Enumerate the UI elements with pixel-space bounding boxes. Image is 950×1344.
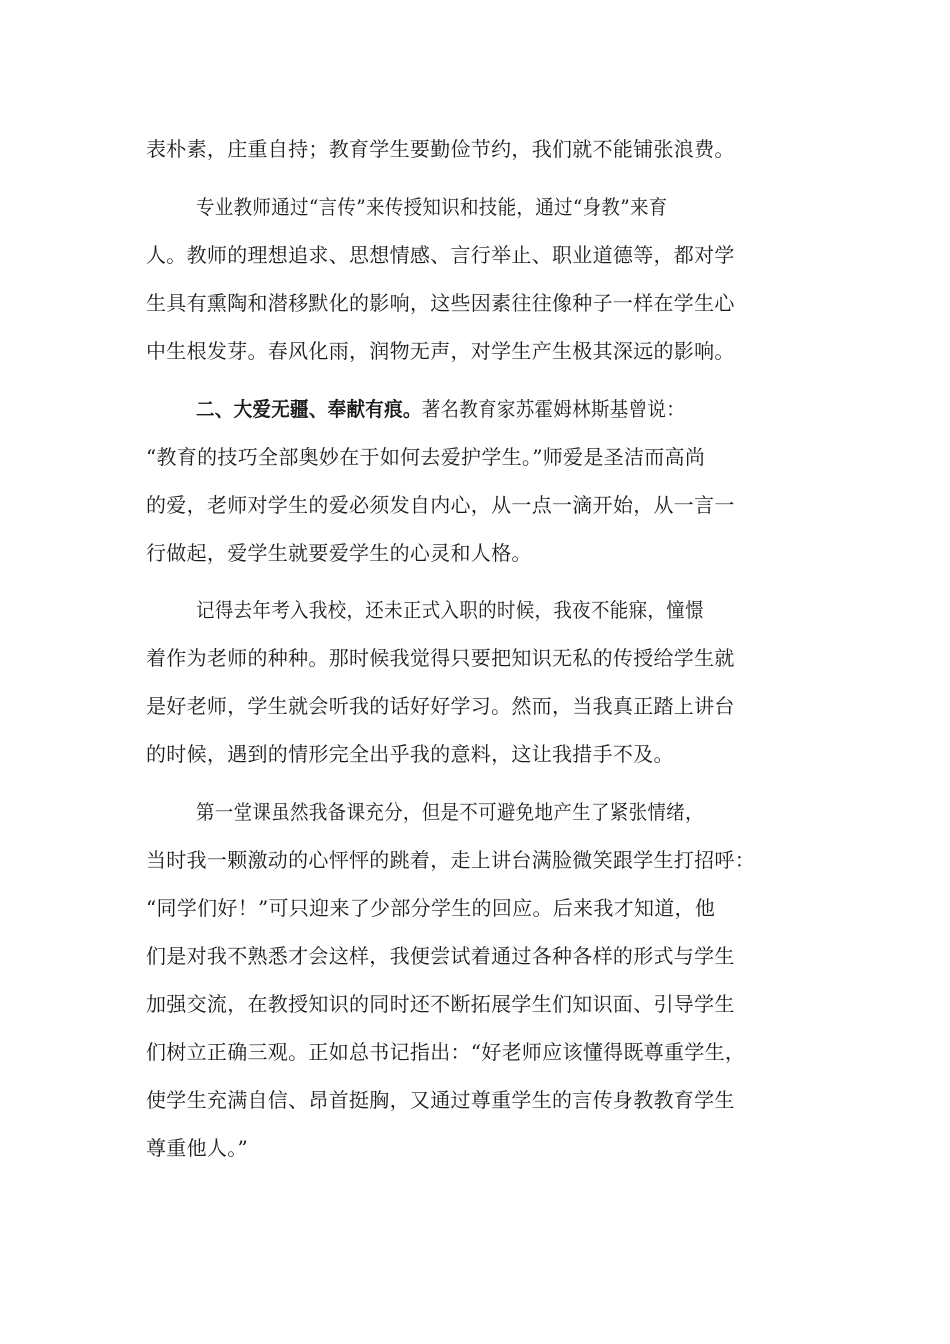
paragraph-line: 们是对我不熟悉才会这样，我便尝试着通过各种各样的形式与学生 xyxy=(146,944,735,968)
paragraph-line: “同学们好！”可只迎来了少部分学生的回应。后来我才知道，他 xyxy=(146,896,716,920)
paragraph-line: 着作为老师的种种。那时候我觉得只要把知识无私的传授给学生就 xyxy=(146,646,735,670)
paragraph-text: 著名教育家苏霍姆林斯基曾说： xyxy=(421,397,686,421)
paragraph-line: 行做起，爱学生就要爱学生的心灵和人格。 xyxy=(146,541,532,565)
paragraph-line: 是好老师，学生就会听我的话好好学习。然而，当我真正踏上讲台 xyxy=(146,694,735,718)
paragraph-line: 的爱，老师对学生的爱必须发自内心，从一点一滴开始，从一言一 xyxy=(146,493,735,517)
paragraph-line: 们树立正确三观。正如总书记指出：“好老师应该懂得既尊重学生， xyxy=(146,1040,746,1064)
paragraph-line: 表朴素，庄重自持；教育学生要勤俭节约，我们就不能铺张浪费。 xyxy=(146,137,735,161)
paragraph-line: 尊重他人。” xyxy=(146,1136,249,1160)
paragraph-line: 当时我一颗激动的心怦怦的跳着，走上讲台满脸微笑跟学生打招呼： xyxy=(146,848,755,872)
section-heading: 二、大爱无疆、奉献有痕。 xyxy=(196,397,422,421)
paragraph-line: 中生根发芽。春风化雨，润物无声，对学生产生极其深远的影响。 xyxy=(146,339,735,363)
paragraph-line: 第一堂课虽然我备课充分，但是不可避免地产生了紧张情绪， xyxy=(196,800,704,824)
paragraph-line: 人。教师的理想追求、思想情感、言行举止、职业道德等，都对学 xyxy=(146,243,735,267)
paragraph-line: “教育的技巧全部奥妙在于如何去爱护学生。”师爱是圣洁而高尚 xyxy=(146,445,706,469)
paragraph-line-with-heading xyxy=(196,389,826,429)
paragraph-line: 记得去年考入我校，还未正式入职的时候，我夜不能寐，憧憬 xyxy=(196,598,704,622)
paragraph-line: 使学生充满自信、昂首挺胸，又通过尊重学生的言传身教教育学生 xyxy=(146,1088,735,1112)
paragraph-line: 加强交流，在教授知识的同时还不断拓展学生们知识面、引导学生 xyxy=(146,992,735,1016)
paragraph-line: 生具有熏陶和潜移默化的影响，这些因素往往像种子一样在学生心 xyxy=(146,291,735,315)
paragraph-line: 专业教师通过“言传”来传授知识和技能，通过“身教”来育 xyxy=(196,195,668,219)
paragraph-line: 的时候，遇到的情形完全出乎我的意料，这让我措手不及。 xyxy=(146,742,674,766)
